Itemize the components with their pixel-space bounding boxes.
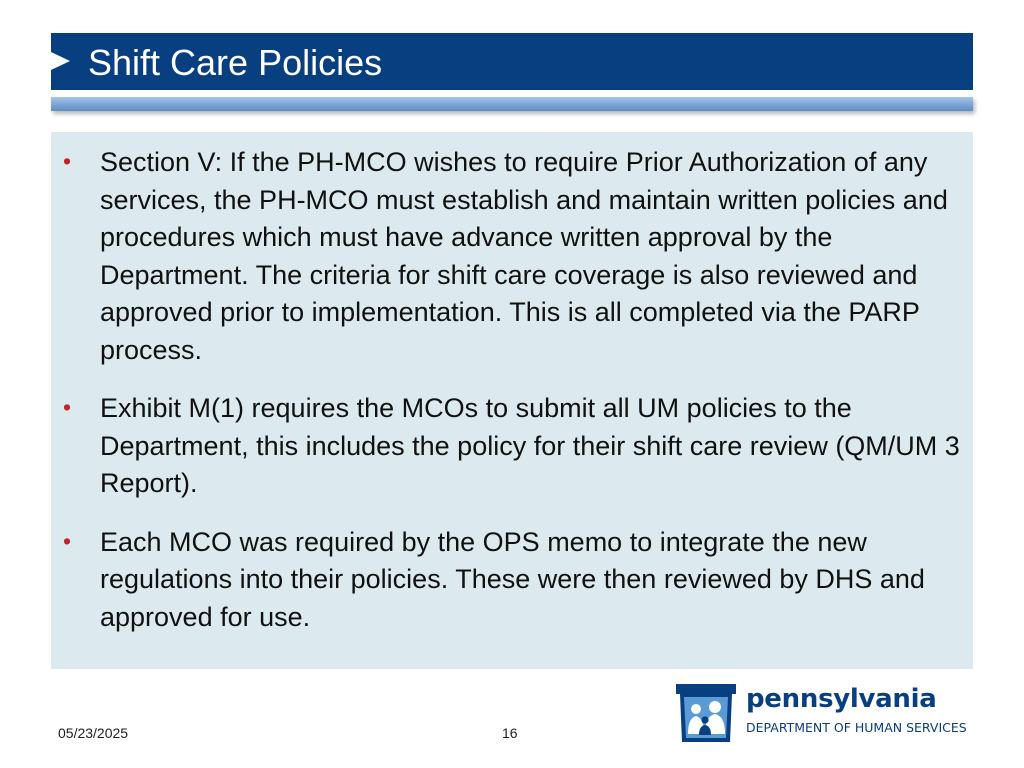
bullet-text: Each MCO was required by the OPS memo to integrate the new regulations into their policies. These were then reviewed by DHS and approved for use. [100, 526, 925, 632]
bullet-marker-icon: • [63, 394, 72, 420]
logo-department-name: DEPARTMENT OF HUMAN SERVICES [746, 720, 967, 735]
keystone-family-icon [674, 682, 738, 744]
content-box [51, 132, 973, 669]
footer-date: 05/23/2025 [58, 725, 129, 741]
bullet-marker-icon: • [63, 148, 72, 174]
pa-dhs-logo [674, 682, 976, 744]
bullet-list [51, 144, 973, 657]
title-bar [51, 33, 973, 90]
bullet-item [51, 524, 973, 637]
bullet-item [51, 390, 973, 503]
bullet-marker-icon: • [63, 527, 72, 554]
bullet-text: Exhibit M(1) requires the MCOs to submit all UM policies to the Department, this includes the policy for their shift care review (QM/UM 3 Report). [100, 393, 960, 498]
logo-state-name: pennsylvania [746, 684, 937, 714]
bullet-item [51, 144, 973, 369]
slide-title: Shift Care Policies [88, 42, 383, 83]
page-number: 16 [502, 725, 518, 741]
title-underline-bar [51, 97, 973, 111]
bullet-text: Section V: If the PH-MCO wishes to require Prior Authorization of any services, the PH-MCO must establish and maintain written policies and procedures which must have advance written approval by the Department. The criteria for shift care coverage is also reviewed and approved prior to implementation. This is all completed via the PARP process. [100, 147, 948, 365]
title-arrow-icon [51, 52, 70, 70]
